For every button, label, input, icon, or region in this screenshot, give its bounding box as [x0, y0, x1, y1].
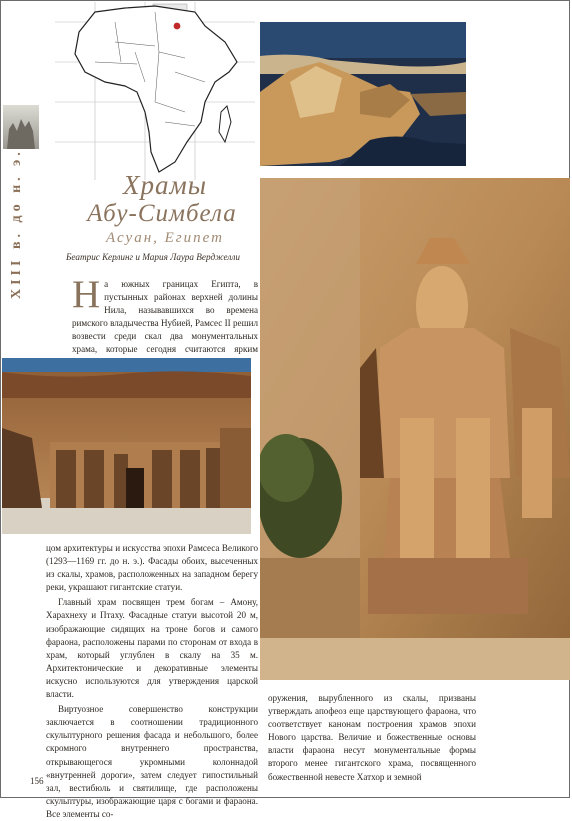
paragraph-3: Виртуозное совершенство конструкции заключается в соотношении традиционного скульптурного решения фасада и небольшого, более скромного внутреннего пространства, открывающегося укромными колоннадой «внутренней дороги», затем следует гипостильный зал, вестибюль и святилище, где расположены скульптуры, изображающие царя с богами и фараона. Все элементы со- — [46, 704, 258, 819]
right-text-column — [268, 692, 476, 784]
era-label: XIII в. до н. э. — [9, 148, 24, 299]
authors-line: Беатрис Керлинг и Мария Лаура Верджелли — [66, 252, 240, 262]
page-number: 156 — [30, 776, 44, 786]
paragraph-4: оружения, вырубленного из скалы, призваны утверждать апофеоз еще царствующего фараона, что соответствует канонам построения храмов эпохи Нового царства. Величие и божественные основы власти фараона несут монументальные формы второго менее гигантского храма, посвященного божественной невесте Хатхор и земной — [268, 693, 476, 782]
paragraph-1: цом архитектуры и искусства эпохи Рамсеса Великого (1293—1169 гг. до н. э.). Фасады обоих, высеченных из скалы, храмов, расположенных на западном берегу реки, украшают гигантские статуи. — [46, 543, 258, 593]
intro-paragraph: На южных границах Египта, в пустынных районах верхней долины Нила, называвшихся во времена римского владычества Нубией, Рамсес II решил возвести среди скал два монументальных храма, которые сегодня считаются ярким — [72, 273, 258, 355]
small-temple-photo — [2, 358, 251, 534]
africa-map — [55, 2, 255, 180]
middle-text-column — [46, 542, 258, 821]
location-subtitle: Асуан, Египет — [106, 230, 224, 246]
location-marker — [174, 23, 181, 30]
great-temple-photo — [260, 178, 570, 680]
lake-aerial-photo — [260, 22, 466, 166]
page-title-line1: Храмы — [122, 170, 207, 200]
drop-cap: Н — [72, 273, 101, 316]
sculpture-thumbnail — [3, 105, 39, 149]
paragraph-2: Главный храм посвящен трем богам – Амону, Харахнеху и Птаху. Фасадные статуи высотой 20 м, изображающие сидящих на троне богов и самого фараона, расположены парами по сторонам от входа в храм, который углублен в скалу на 35 м. Архитектонические и декоративные элементы искусно используются для утверждения царской власти. — [46, 597, 258, 700]
page-title-line2: Абу-Симбела — [87, 200, 237, 227]
